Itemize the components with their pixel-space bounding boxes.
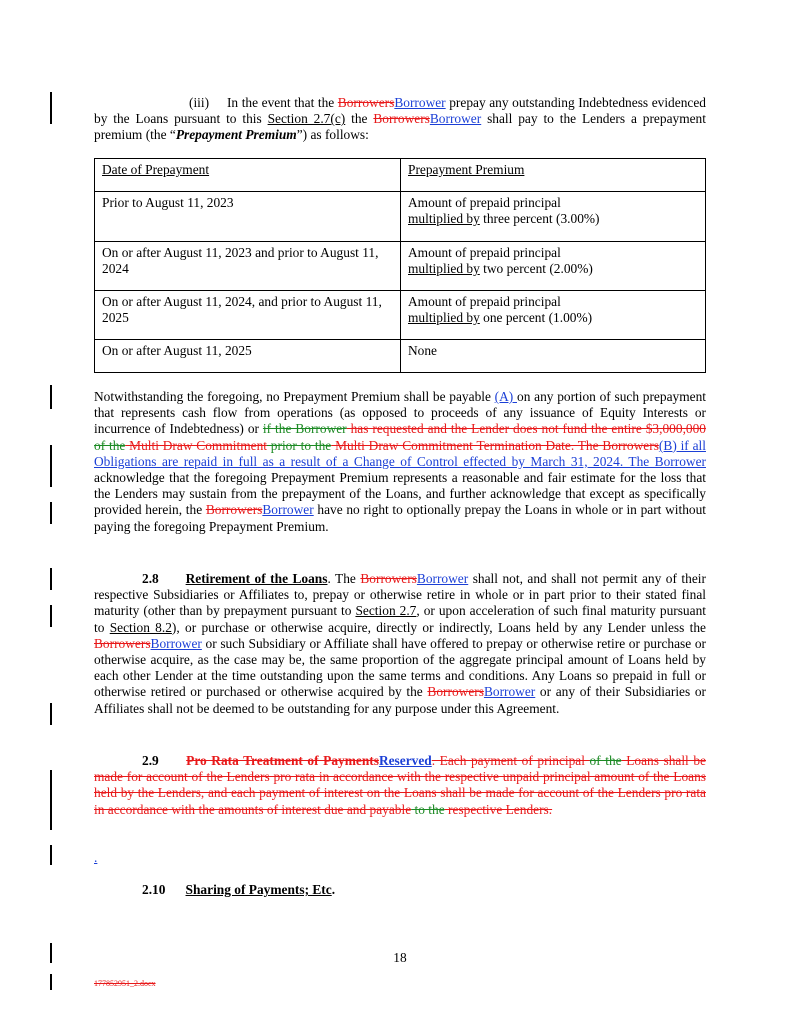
inserted-text: Borrower (483, 684, 536, 700)
inserted-period: . (94, 850, 98, 865)
notwithstanding-paragraph: Notwithstanding the foregoing, no Prepayment Premium shall be payable (A) on any portion of such prepayment that represents cash flow from operations (as opposed to proceeds of any issuance of Equity Interests or incurrence of Indebtedness) or if the Borrower has requested and the Lender does not fund the entire $3,000,000 of the Multi Draw Commitment prior to the Multi Draw Commitment Termination Date. The Borrowers(B) if all Obligations are repaid in full as a result of a Change of Control effected by March 31, 2024. The Borrower acknowledge that the foregoing Prepayment Premium represents a reasonable and fair estimate for the loss that the Lenders may sustain from the prepayment of the Loans, and further acknowledge that except as specifically provided herein, the BorrowersBorrower have no right to optionally prepay the Loans in whole or in part without paying the foregoing Prepayment Premium. (94, 389, 706, 534)
deleted-text: Borrowers (337, 95, 395, 110)
deleted-text: respective Lenders. (444, 801, 553, 817)
deleted-text: Multi Draw Commitment (125, 437, 267, 453)
table-header-row (95, 159, 706, 192)
moved-text: prior to the (266, 437, 332, 453)
clause-number: (iii) (189, 95, 210, 110)
table-cell-date: On or after August 11, 2023 and prior to August 11, 2024 (95, 242, 401, 291)
inserted-text: Borrower (262, 502, 314, 518)
moved-text: if the Borrower (262, 421, 347, 437)
deleted-text: Borrowers (94, 635, 151, 651)
inserted-text: (A) (494, 389, 517, 404)
deleted-text: Borrowers (205, 502, 263, 518)
defined-term: Prepayment Premium (175, 127, 297, 143)
table-row (95, 192, 706, 242)
change-bar (50, 770, 52, 830)
inserted-heading: Reserved (378, 753, 432, 768)
table-cell-premium: Amount of prepaid principal multiplied by three percent (3.00%) (401, 192, 706, 242)
table-cell-premium: None (401, 340, 706, 373)
deleted-text: Multi Draw Commitment Termination Date. The Borrowers (331, 437, 659, 453)
table-cell-premium: Amount of prepaid principal multiplied by two percent (2.00%) (401, 242, 706, 291)
change-bar (50, 445, 52, 487)
moved-text: of the (589, 753, 622, 768)
section-number: 2.9 (142, 753, 159, 768)
deleted-text: Loans shall be made for account of the Lenders pro rata in accordance with the respective unpaid principal amount of the Loans held by the Lenders, and each payment of interest on the Loans shall be made for account of the Lenders pro rata in accordance with the amounts of interest due and payable (94, 753, 706, 817)
deleted-heading: Pro Rata Treatment of Payments (186, 753, 379, 768)
section-reference: Section 2.7(c) (267, 111, 346, 127)
section-heading: Retirement of the Loans (185, 571, 328, 586)
deleted-text: has requested and the Lender does not fund the entire $3,000,000 (346, 421, 706, 437)
section-2-8: 2.8 Retirement of the Loans. The BorrowersBorrower shall not, and shall not permit any of their respective Subsidiaries or Affiliates to, prepay or otherwise retire in whole or in part prior to their stated final maturity (other than by prepayment pursuant to Section 2.7, or upon acceleration of such final maturity pursuant to Section 8.2), or purchase or otherwise acquire, directly or indirectly, Loans held by any Lender unless the BorrowersBorrower or such Subsidiary or Affiliate shall have offered to prepay or otherwise retire or purchase or otherwise acquire, as the case may be, the same proportion of the aggregate principal amount of Loans held by each other Lender at the time outstanding upon the same terms and conditions. Any Loans so prepaid in full or otherwise retired or purchased or otherwise acquired by the BorrowersBorrower or any of their Subsidiaries or Affiliates shall not be deemed to be outstanding for any purpose under this Agreement. (94, 571, 707, 716)
deleted-text: Borrowers (373, 111, 430, 127)
section-reference: Section 2.7 (355, 603, 417, 619)
section-2-9 (94, 753, 706, 818)
deleted-text: Borrowers (360, 571, 417, 586)
table-cell-date: Prior to August 11, 2023 (95, 192, 401, 242)
section-number: 2.10 (142, 882, 166, 897)
inserted-text: Borrower (150, 635, 202, 651)
page-number: 18 (393, 950, 407, 965)
change-bar (50, 605, 52, 627)
table-header-cell: Prepayment Premium (401, 159, 706, 192)
table-row (95, 340, 706, 373)
change-bar (50, 92, 52, 124)
section-reference: Section 8.2 (109, 619, 172, 635)
prepayment-premium-table (94, 158, 706, 373)
table-header-cell: Date of Prepayment (95, 159, 401, 192)
change-bar (50, 502, 52, 524)
moved-text: of the (94, 437, 126, 453)
section-number: 2.8 (142, 571, 159, 586)
change-bar (50, 385, 52, 409)
section-2-10: 2.10 Sharing of Payments; Etc. (142, 882, 336, 897)
inserted-text: Borrower (416, 571, 469, 586)
moved-text: to the (411, 801, 445, 817)
change-bar (50, 703, 52, 725)
change-bar (50, 568, 52, 590)
table-row (95, 291, 706, 340)
change-bar (50, 845, 52, 865)
inserted-text: (B) if all Obligations are repaid in full as a result of a Change of Control effected by March 31, 2024. The Borrower (94, 437, 706, 469)
table-cell-date: On or after August 11, 2025 (95, 340, 401, 373)
paragraph-iii: (iii) In the event that the BorrowersBorrower prepay any outstanding Indebtedness evidenced by the Loans pursuant to this Section 2.7(c) the BorrowersBorrower shall pay to the Lenders a prepayment premium (the “Prepayment Premium”) as follows: (94, 95, 706, 143)
table-row (95, 242, 706, 291)
table-cell-premium: Amount of prepaid principal multiplied by one percent (1.00%) (401, 291, 706, 340)
inserted-text: Borrower (394, 95, 446, 110)
table-cell-date: On or after August 11, 2024, and prior to August 11, 2025 (95, 291, 401, 340)
section-heading: Sharing of Payments; Etc (185, 882, 332, 897)
deleted-text: Borrowers (427, 684, 484, 700)
footer-document-id: 177852951_2.docx (94, 979, 156, 988)
change-bar (50, 974, 52, 990)
deleted-text: . Each payment of principal (431, 753, 590, 768)
inserted-text: Borrower (429, 111, 482, 127)
